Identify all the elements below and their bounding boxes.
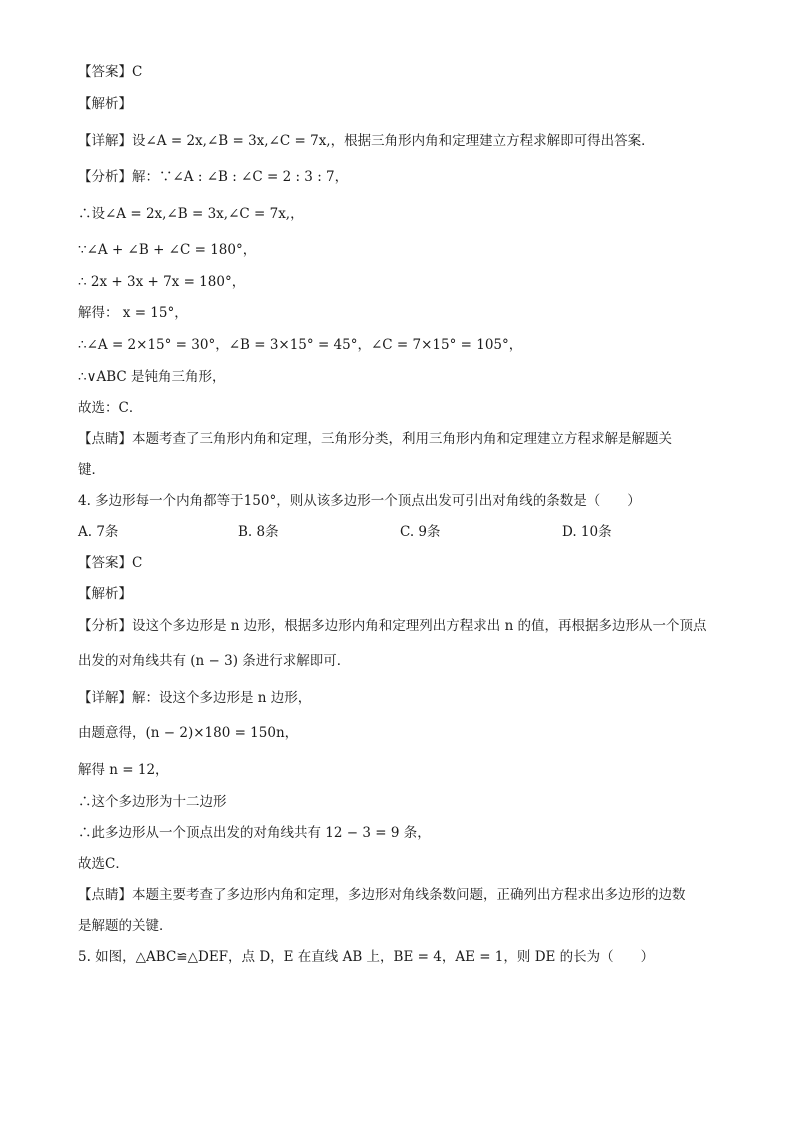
option-c: C. 9条 — [400, 524, 441, 540]
question-4-stem: 4. 多边形每一个内角都等于150°，则从该多边形一个顶点出发可引出对角线的条数是（ ） — [78, 493, 641, 509]
analysis-line-q3: 【分析】解：∵∠A : ∠B : ∠C = 2 : 3 : 7， — [78, 169, 349, 185]
question-5-stem: 5. 如图，△ABC≌△DEF，点 D，E 在直线 AB 上，BE = 4，AE = 1，则 DE 的长为（ ） — [78, 949, 655, 965]
analysis-heading-q3: 【解析】 — [78, 96, 132, 112]
detail-line-5-q4: ∴此多边形从一个顶点出发的对角线共有 12 − 3 = 9 条， — [78, 825, 431, 841]
detail-line-6-q4: 故选C． — [78, 856, 129, 872]
solution-step-4: 解得： x = 15°， — [78, 305, 188, 321]
detail-intro-q3: 【详解】设∠A = 2x,∠B = 3x,∠C = 7x,，根据三角形内角和定理建立方程求解即可得出答案． — [78, 133, 655, 149]
comment-line-1-q4: 【点睛】本题主要考查了多边形内角和定理，多边形对角线条数问题，正确列出方程求出多边形的边数 — [78, 887, 686, 903]
answer-label-q3: 【答案】C — [78, 64, 143, 80]
solution-step-3: ∴ 2x + 3x + 7x = 180°， — [78, 274, 246, 290]
option-d: D. 10条 — [562, 524, 612, 540]
analysis-line-2-q4: 出发的对角线共有 (n − 3) 条进行求解即可． — [78, 653, 351, 669]
comment-line-2-q3: 键． — [78, 462, 105, 478]
analysis-heading-q4: 【解析】 — [78, 586, 132, 602]
option-a: A. 7条 — [78, 524, 119, 540]
solution-step-7: 故选：C． — [78, 400, 143, 416]
detail-line-2-q4: 由题意得，(n − 2)×180 = 150n， — [78, 725, 299, 741]
comment-line-2-q4: 是解题的关键． — [78, 918, 173, 934]
comment-line-1-q3: 【点睛】本题考查了三角形内角和定理，三角形分类，利用三角形内角和定理建立方程求解是解题关 — [78, 431, 672, 447]
answer-label-q4: 【答案】C — [78, 555, 143, 571]
detail-line-3-q4: 解得 n = 12， — [78, 762, 169, 778]
option-b: B. 8条 — [238, 524, 279, 540]
detail-line-4-q4: ∴这个多边形为十二边形 — [78, 794, 227, 810]
analysis-line-1-q4: 【分析】设这个多边形是 n 边形，根据多边形内角和定理列出方程求出 n 的值，再根据多边形从一个顶点 — [78, 618, 707, 634]
solution-step-1: ∴设∠A = 2x,∠B = 3x,∠C = 7x,， — [78, 206, 304, 222]
detail-line-1-q4: 【详解】解：设这个多边形是 n 边形， — [78, 690, 312, 706]
solution-step-2: ∵∠A + ∠B + ∠C = 180°， — [78, 242, 257, 258]
solution-step-5: ∴∠A = 2×15° = 30°，∠B = 3×15° = 45°，∠C = 7×15° = 105°， — [78, 337, 523, 353]
solution-step-6: ∴∨ABC 是钝角三角形， — [78, 369, 226, 385]
